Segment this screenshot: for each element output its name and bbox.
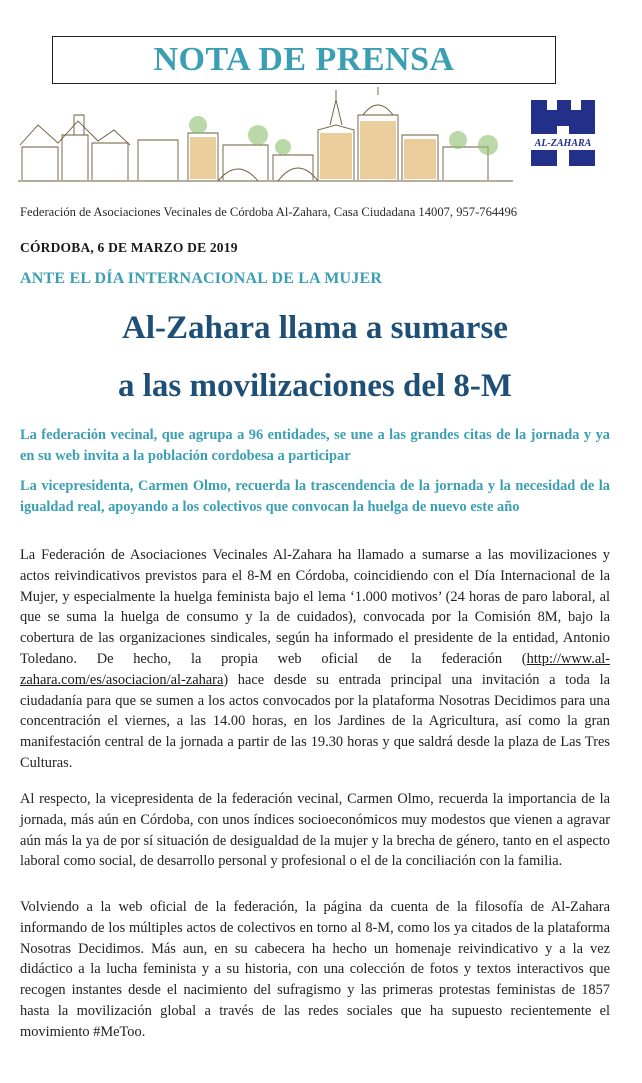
subheadline-2: La vicepresidenta, Carmen Olmo, recuerda la trascendencia de la jornada y la necesidad de la igualdad real, apoyando a los colectivos que convocan la huelga de nuevo este año: [20, 478, 610, 515]
body-paragraph-1: [20, 545, 610, 774]
subheadline-1: La federación vecinal, que agrupa a 96 entidades, se une a las grandes citas de la jornada y ya en su web invita a la población cordobesa a participar: [20, 427, 610, 464]
headline-line-2: a las movilizaciones del 8-M: [117, 368, 513, 404]
cordoba-skyline-sketch: [18, 85, 513, 189]
body-paragraph-3: Volviendo a la web oficial de la federación, la página da cuenta de la filosofía de Al-Zahara informando de los múltiples actos de colectivos en torno al 8-M, como los ya citados de la plataforma Nosotras Decidimos. Más aun, en su cabecera ha hecho un homenaje reivindicativo y a la vez didáctico a la lucha feminista y a su historia, con una colección de fotos y textos interactivos que recogen instantes desde el nacimiento del sufragismo y las primeras protestas feministas de 1857 hasta la movilización global a través de las redes sociales que ha supuesto recientemente el movimiento #MeToo.: [20, 899, 610, 1040]
body-paragraph-2: Al respecto, la vicepresidenta de la federación vecinal, Carmen Olmo, recuerda la importancia de la jornada, más aún en Córdoba, con unos índices socioeconómicos muy modestos que vienen a agravar aún más la ya de por sí situación de desigualdad de la mujer y la brecha de género, tanto en el aspecto laboral como social, de desarrollo personal y profesional o el de la conciliación con la familia.: [20, 791, 610, 870]
federation-web-link[interactable]: http://www.al-zahara.com/es/asociacion/al-zahara: [20, 650, 610, 688]
logo-text: AL-ZAHARA: [534, 138, 592, 149]
dateline: CÓRDOBA, 6 DE MARZO DE 2019: [20, 240, 238, 255]
al-zahara-logo: [527, 96, 599, 170]
pretitle: ANTE EL DÍA INTERNACIONAL DE LA MUJER: [20, 270, 383, 287]
p1-text-after: ) hace desde su entrada principal una invitación a toda la ciudadanía para que se sumen a los actos convocados por la plataforma Nosotras Decidimos para una concentración el viernes, a las 14.00 horas, en los Jardines de la Agricultura, así como la gran manifestación central de la jornada a partir de las 19.30 horas y que saldrá desde la plaza de Las Tres Culturas.: [20, 671, 610, 771]
p1-text-before: La Federación de Asociaciones Vecinales Al-Zahara ha llamado a sumarse a las movilizaciones y actos reivindicativos previstos para el 8-M en Córdoba, coincidiendo con el Día Internacional de la Mujer, y especialmente la huelga feminista bajo el lema ‘1.000 motivos’ (24 horas de paro laboral, al que se suma la huelga de consumo y la de cuidados), convocada por la Comisión 8M, bajo la cobertura de las organizaciones sindicales, según ha informado el presidente de la entidad, Antonio Toledano. De hecho, la propia web oficial de la federación (: [20, 547, 610, 667]
press-release-title: NOTA DE PRENSA: [52, 36, 556, 84]
headline-line-1: Al-Zahara llama a sumarse: [122, 310, 508, 346]
federation-info: Federación de Asociaciones Vecinales de Córdoba Al-Zahara, Casa Ciudadana 14007, 957-764496: [20, 205, 518, 219]
